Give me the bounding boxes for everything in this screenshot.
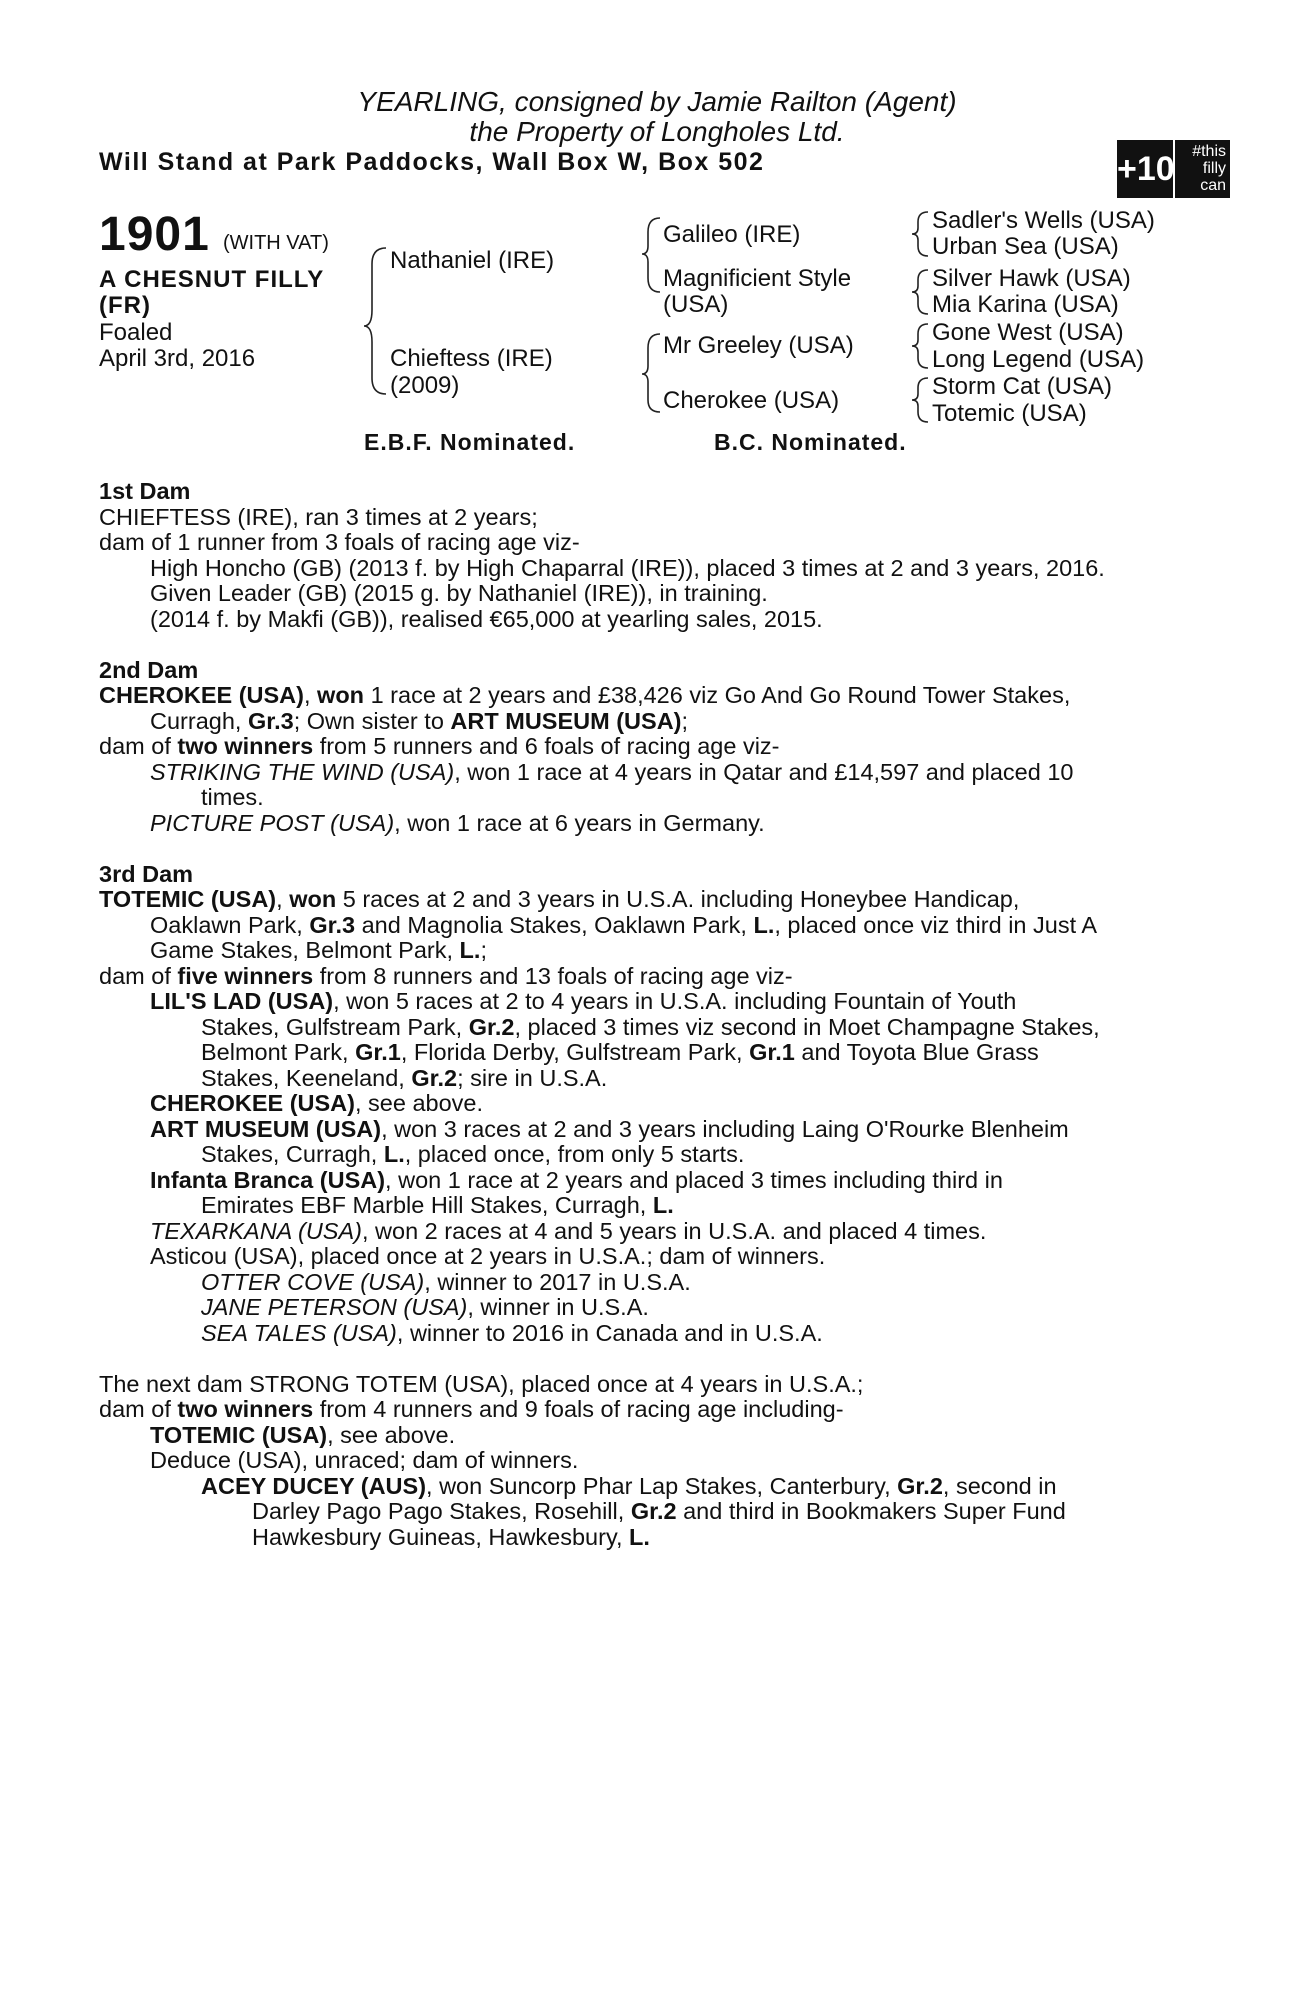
next-dam-grandproduce xyxy=(252,1499,1066,1525)
text-run: Gr.3 xyxy=(309,912,356,938)
header-stand-location: Will Stand at Park Paddocks, Wall Box W, Box 502 xyxy=(99,148,765,176)
pedigree-sdd: Mia Karina (USA) xyxy=(932,291,1119,318)
text-run: , placed once, from only 5 starts. xyxy=(404,1141,745,1167)
second-dam-line xyxy=(150,709,688,735)
third-dam-line xyxy=(99,887,1019,913)
text-run: , winner to 2017 in U.S.A. xyxy=(424,1269,691,1295)
text-run: Gr.2 xyxy=(411,1065,458,1091)
text-run: L. xyxy=(629,1524,650,1550)
text-run: , won Suncorp Phar Lap Stakes, Canterbury, xyxy=(426,1473,898,1499)
greeley-brace xyxy=(912,324,928,368)
text-run: TOTEMIC (USA) xyxy=(150,1422,328,1448)
text-run: , placed once viz third in Just A xyxy=(774,912,1098,938)
next-dam-grandproduce xyxy=(252,1525,650,1551)
text-run: ART MUSEUM (USA) xyxy=(150,1116,382,1142)
text-run: dam of xyxy=(99,1396,178,1422)
text-run: Gr.2 xyxy=(630,1498,677,1524)
pedigree-dss: Gone West (USA) xyxy=(932,319,1124,346)
third-dam-produce xyxy=(150,1219,986,1245)
text-run: , won 1 race at 4 years in Qatar and £14,597 and placed 10 xyxy=(454,759,1074,785)
text-run: Gr.1 xyxy=(749,1039,795,1065)
bc-nominated: B.C. Nominated. xyxy=(714,429,907,455)
logo-line3: can xyxy=(1200,177,1226,194)
plus-ten-badge: +10 xyxy=(1117,140,1173,198)
logo-tag: #this xyxy=(1192,143,1226,160)
text-run: , Florida Derby, Gulfstream Park, xyxy=(400,1039,750,1065)
pedigree-sire: Nathaniel (IRE) xyxy=(390,247,555,274)
text-run: OTTER COVE (USA) xyxy=(201,1269,425,1295)
text-run: Emirates EBF Marble Hill Stakes, Curragh, xyxy=(201,1192,653,1218)
pedigree-sds: Silver Hawk (USA) xyxy=(932,265,1131,292)
next-dam-produce: Deduce (USA), unraced; dam of winners. xyxy=(150,1447,579,1473)
cherokee-brace xyxy=(912,378,928,422)
second-dam-produce xyxy=(150,760,1073,786)
third-dam-produce xyxy=(201,1040,1039,1066)
text-run: ; sire in U.S.A. xyxy=(457,1065,608,1091)
text-run: 5 races at 2 and 3 years in U.S.A. including Honeybee Handicap, xyxy=(336,886,1020,912)
next-dam-line xyxy=(99,1397,844,1423)
third-dam-produce xyxy=(201,1066,607,1092)
second-dam-line xyxy=(99,683,1070,709)
lot-description: A CHESNUT FILLY xyxy=(99,266,325,293)
text-run: dam of xyxy=(99,733,178,759)
text-run: LIL'S LAD (USA) xyxy=(150,988,334,1014)
text-run: , placed 3 times viz second in Moet Champagne Stakes, xyxy=(514,1014,1100,1040)
text-run: and Toyota Blue Grass xyxy=(794,1039,1039,1065)
text-run: L. xyxy=(459,937,481,963)
first-dam-line: CHIEFTESS (IRE), ran 3 times at 2 years; xyxy=(99,504,538,530)
sire-parents-brace xyxy=(642,218,660,292)
text-run: , won 1 race at 6 years in Germany. xyxy=(394,810,765,836)
pedigree-sire-sire: Galileo (IRE) xyxy=(663,221,801,248)
pedigree-dam: Chieftess (IRE) xyxy=(390,345,553,372)
header-property: the Property of Longholes Ltd. xyxy=(469,116,845,147)
lot-description-country: (FR) xyxy=(99,292,151,319)
text-run: , won 5 races at 2 to 4 years in U.S.A. including Fountain of Youth xyxy=(333,988,1017,1014)
text-run: Gr.1 xyxy=(355,1039,401,1065)
first-dam-produce: Given Leader (GB) (2015 g. by Nathaniel (IRE)), in training. xyxy=(150,580,768,606)
lot-number: 1901 xyxy=(99,208,210,261)
text-run: , xyxy=(276,886,290,912)
text-run: five winners xyxy=(177,963,314,989)
text-run: from 8 runners and 13 foals of racing age viz- xyxy=(313,963,793,989)
first-dam-produce: (2014 f. by Makfi (GB)), realised €65,000 at yearling sales, 2015. xyxy=(150,606,823,632)
text-run: ART MUSEUM (USA) xyxy=(450,708,682,734)
text-run: ; Own sister to xyxy=(293,708,451,734)
text-run: ; xyxy=(480,937,487,963)
logo-line2: filly xyxy=(1202,160,1226,177)
text-run: STRIKING THE WIND (USA) xyxy=(150,759,455,785)
text-run: won xyxy=(289,886,337,912)
text-run: Curragh, xyxy=(150,708,248,734)
third-dam-produce xyxy=(150,989,1016,1015)
text-run: and third in Bookmakers Super Fund xyxy=(676,1498,1066,1524)
first-dam-heading: 1st Dam xyxy=(99,478,191,504)
text-run: TEXARKANA (USA) xyxy=(150,1218,362,1244)
text-run: Hawkesbury Guineas, Hawkesbury, xyxy=(252,1524,630,1550)
text-run: Stakes, Curragh, xyxy=(201,1141,384,1167)
lot-vat: (WITH VAT) xyxy=(223,232,329,254)
text-run: Gr.3 xyxy=(247,708,294,734)
text-run: Gr.2 xyxy=(897,1473,943,1499)
first-dam-line: dam of 1 runner from 3 foals of racing age viz- xyxy=(99,529,580,555)
text-run: Stakes, Keeneland, xyxy=(201,1065,412,1091)
lot-foaled-date: April 3rd, 2016 xyxy=(99,345,256,372)
pedigree-sire-dam: Magnificient Style xyxy=(663,265,852,292)
text-run: and Magnolia Stakes, Oaklawn Park, xyxy=(355,912,754,938)
pedigree-dam-dam: Cherokee (USA) xyxy=(663,387,840,414)
third-dam-produce xyxy=(201,1193,674,1219)
text-run: Stakes, Gulfstream Park, xyxy=(201,1014,469,1040)
pedigree-ssd: Urban Sea (USA) xyxy=(932,233,1119,260)
sire-dam-brace xyxy=(364,248,386,394)
header-consignor: YEARLING, consigned by Jamie Railton (Agent) xyxy=(357,86,957,117)
third-dam-produce xyxy=(150,1117,1069,1143)
third-dam-grandproduce xyxy=(201,1321,823,1347)
third-dam-produce: Asticou (USA), placed once at 2 years in U.S.A.; dam of winners. xyxy=(150,1243,826,1269)
text-run: L. xyxy=(652,1192,674,1218)
text-run: ACEY DUCEY (AUS) xyxy=(201,1473,427,1499)
text-run: , won 3 races at 2 and 3 years including Laing O'Rourke Blenheim xyxy=(381,1116,1069,1142)
dam-parents-brace xyxy=(642,334,660,412)
text-run: CHEROKEE (USA) xyxy=(99,682,304,708)
text-run: , won 2 races at 4 and 5 years in U.S.A. and placed 4 times. xyxy=(361,1218,987,1244)
third-dam-grandproduce xyxy=(201,1295,649,1321)
third-dam-line xyxy=(150,938,487,964)
text-run: , see above. xyxy=(354,1090,484,1116)
first-dam-produce: High Honcho (GB) (2013 f. by High Chaparral (IRE)), placed 3 times at 2 and 3 years, 2016. xyxy=(150,555,1105,581)
third-dam-produce xyxy=(201,1142,744,1168)
text-run: Oaklawn Park, xyxy=(150,912,310,938)
pedigree-sire-dam-country: (USA) xyxy=(663,291,729,318)
text-run: Darley Pago Pago Stakes, Rosehill, xyxy=(252,1498,631,1524)
text-run: SEA TALES (USA) xyxy=(201,1320,397,1346)
third-dam-produce xyxy=(150,1091,483,1117)
next-dam-grandproduce xyxy=(201,1474,1057,1500)
text-run: L. xyxy=(753,912,775,938)
text-run: Gr.2 xyxy=(468,1014,515,1040)
next-dam-line: The next dam STRONG TOTEM (USA), placed once at 4 years in U.S.A.; xyxy=(99,1371,864,1397)
text-run: , won 1 race at 2 years and placed 3 times including third in xyxy=(385,1167,1003,1193)
text-run: PICTURE POST (USA) xyxy=(150,810,395,836)
pedigree-dsd: Long Legend (USA) xyxy=(932,346,1145,373)
lot-foaled-label: Foaled xyxy=(99,319,173,346)
text-run: two winners xyxy=(177,1396,314,1422)
text-run: from 4 runners and 9 foals of racing age including- xyxy=(313,1396,844,1422)
text-run: ; xyxy=(681,708,689,734)
second-dam-line xyxy=(99,734,780,760)
second-dam-heading: 2nd Dam xyxy=(99,657,199,683)
pedigree-dam-year: (2009) xyxy=(390,372,460,399)
next-dam-produce xyxy=(150,1423,455,1449)
galileo-brace xyxy=(912,212,928,256)
text-run: , winner to 2016 in Canada and in U.S.A. xyxy=(396,1320,823,1346)
text-run: , see above. xyxy=(327,1422,456,1448)
pedigree-ddd: Totemic (USA) xyxy=(932,400,1087,427)
text-run: JANE PETERSON (USA) xyxy=(201,1294,468,1320)
text-run: CHEROKEE (USA) xyxy=(150,1090,355,1116)
pedigree-sss: Sadler's Wells (USA) xyxy=(932,207,1155,234)
text-run: Infanta Branca (USA) xyxy=(150,1167,386,1193)
text-run: 1 race at 2 years and £38,426 viz Go And Go Round Tower Stakes, xyxy=(364,682,1071,708)
third-dam-heading: 3rd Dam xyxy=(99,861,194,887)
third-dam-line xyxy=(99,964,793,990)
text-run: Belmont Park, xyxy=(201,1039,356,1065)
pedigree-dam-sire: Mr Greeley (USA) xyxy=(663,332,854,359)
third-dam-grandproduce xyxy=(201,1270,691,1296)
second-dam-produce xyxy=(150,811,765,837)
text-run: TOTEMIC (USA) xyxy=(99,886,277,912)
magnificient-brace xyxy=(912,270,928,314)
ebf-nominated: E.B.F. Nominated. xyxy=(364,429,576,455)
text-run: L. xyxy=(383,1141,405,1167)
text-run: , winner in U.S.A. xyxy=(467,1294,649,1320)
text-run: , xyxy=(303,682,318,708)
text-run: two winners xyxy=(177,733,314,759)
text-run: dam of xyxy=(99,963,178,989)
third-dam-produce xyxy=(150,1168,1003,1194)
text-run: , second in xyxy=(942,1473,1057,1499)
third-dam-produce xyxy=(201,1015,1100,1041)
text-run: from 5 runners and 6 foals of racing age viz- xyxy=(313,733,780,759)
second-dam-produce: times. xyxy=(201,784,264,810)
text-run: Game Stakes, Belmont Park, xyxy=(150,937,460,963)
pedigree-dds: Storm Cat (USA) xyxy=(932,373,1113,400)
third-dam-line xyxy=(150,913,1097,939)
text-run: won xyxy=(317,682,365,708)
